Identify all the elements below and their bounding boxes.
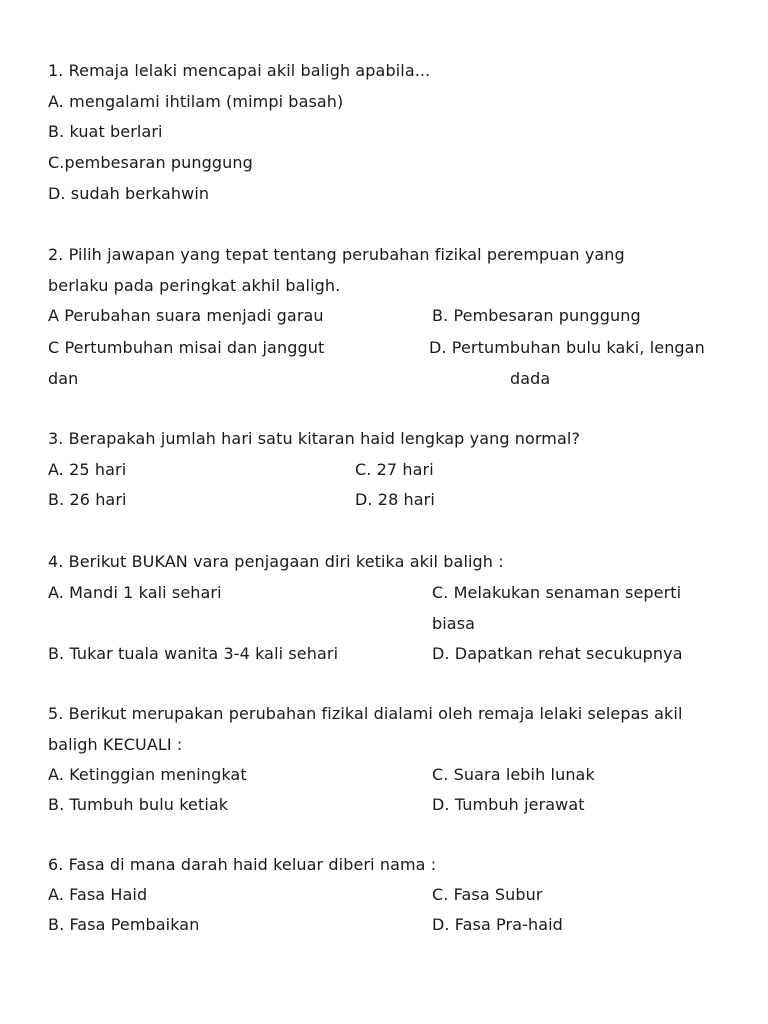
question-4-option-c: C. Melakukan senaman seperti bbox=[432, 583, 682, 602]
question-3-option-a: A. 25 hari bbox=[48, 460, 127, 479]
question-6-option-c: C. Fasa Subur bbox=[432, 885, 543, 904]
question-4-option-c-continuation: biasa bbox=[432, 614, 476, 633]
question-3-stem: 3. Berapakah jumlah hari satu kitaran haid lengkap yang normal? bbox=[48, 429, 581, 448]
question-1-stem: 1. Remaja lelaki mencapai akil baligh apabila... bbox=[48, 61, 431, 80]
question-6-option-a: A. Fasa Haid bbox=[48, 885, 148, 904]
question-6-stem: 6. Fasa di mana darah haid keluar diberi nama : bbox=[48, 855, 437, 874]
question-2-stem-line-2: berlaku pada peringkat akhil baligh. bbox=[48, 276, 341, 295]
question-1-option-a: A. mengalami ihtilam (mimpi basah) bbox=[48, 92, 344, 111]
question-4-stem: 4. Berikut BUKAN vara penjagaan diri ketika akil baligh : bbox=[48, 552, 504, 571]
question-4-option-a: A. Mandi 1 kali sehari bbox=[48, 583, 222, 602]
question-2-option-b: B. Pembesaran punggung bbox=[432, 306, 641, 325]
question-5-option-b: B. Tumbuh bulu ketiak bbox=[48, 795, 229, 814]
question-1-option-d: D. sudah berkahwin bbox=[48, 184, 210, 203]
question-2-option-d-continuation: dada bbox=[510, 369, 551, 388]
question-5-option-a: A. Ketinggian meningkat bbox=[48, 765, 247, 784]
question-3-option-b: B. 26 hari bbox=[48, 490, 127, 509]
question-4-option-b: B. Tukar tuala wanita 3-4 kali sehari bbox=[48, 644, 339, 663]
question-5-stem-line-1: 5. Berikut merupakan perubahan fizikal dialami oleh remaja lelaki selepas akil bbox=[48, 704, 683, 723]
question-3-option-c: C. 27 hari bbox=[355, 460, 434, 479]
question-5-option-c: C. Suara lebih lunak bbox=[432, 765, 595, 784]
question-6-option-d: D. Fasa Pra-haid bbox=[432, 915, 563, 934]
question-1-option-b: B. kuat berlari bbox=[48, 122, 163, 141]
question-2-option-a: A Perubahan suara menjadi garau bbox=[48, 306, 324, 325]
question-2-option-c: C Pertumbuhan misai dan janggut bbox=[48, 338, 325, 357]
question-4-option-d: D. Dapatkan rehat secukupnya bbox=[432, 644, 683, 663]
question-3-option-d: D. 28 hari bbox=[355, 490, 435, 509]
question-2-stem-line-1: 2. Pilih jawapan yang tepat tentang perubahan fizikal perempuan yang bbox=[48, 245, 625, 264]
question-5-option-d: D. Tumbuh jerawat bbox=[432, 795, 585, 814]
question-2-option-d: D. Pertumbuhan bulu kaki, lengan bbox=[429, 338, 705, 357]
question-2-option-c-continuation: dan bbox=[48, 369, 79, 388]
question-1-option-c: C.pembesaran punggung bbox=[48, 153, 253, 172]
question-6-option-b: B. Fasa Pembaikan bbox=[48, 915, 200, 934]
question-5-stem-line-2: baligh KECUALI : bbox=[48, 735, 183, 754]
